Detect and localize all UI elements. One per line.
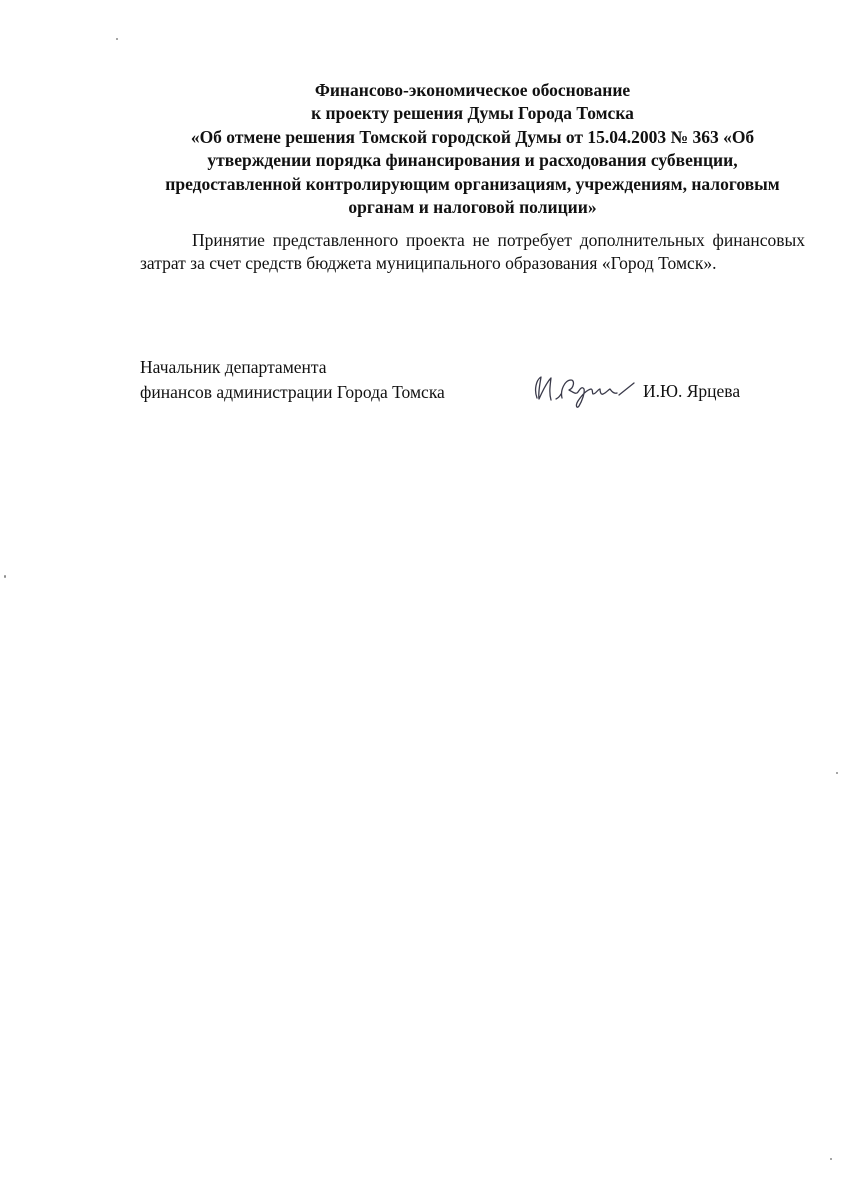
scan-speck bbox=[4, 575, 6, 578]
title-line: органам и налоговой полиции» bbox=[348, 197, 597, 218]
signer-name: И.Ю. Ярцева bbox=[643, 381, 741, 401]
scan-speck bbox=[836, 772, 838, 774]
handwritten-signature bbox=[525, 368, 637, 410]
title-line: предоставленной контролирующим организациям, учреждениям, налоговым bbox=[165, 173, 780, 194]
signer-position-line: финансов администрации Города Томска bbox=[140, 381, 445, 402]
scan-speck bbox=[116, 38, 118, 40]
title-line: к проекту решения Думы Города Томска bbox=[311, 103, 634, 124]
signer-position-line: Начальник департамента bbox=[140, 357, 327, 377]
signer-position bbox=[140, 355, 445, 404]
title-line: «Об отмене решения Томской городской Думы от 15.04.2003 № 363 «Об bbox=[190, 126, 755, 147]
scan-speck bbox=[830, 1158, 832, 1160]
body-paragraph: Принятие представленного проекта не потребует дополнительных финансовых затрат за счет средств бюджета муниципального образования «Город Томск». bbox=[140, 230, 805, 273]
title-line: утверждении порядка финансирования и расходования субвенции, bbox=[207, 150, 738, 171]
body-paragraph-container bbox=[140, 229, 805, 275]
title-line: Финансово-экономическое обоснование bbox=[314, 80, 631, 100]
document-title bbox=[140, 79, 805, 219]
